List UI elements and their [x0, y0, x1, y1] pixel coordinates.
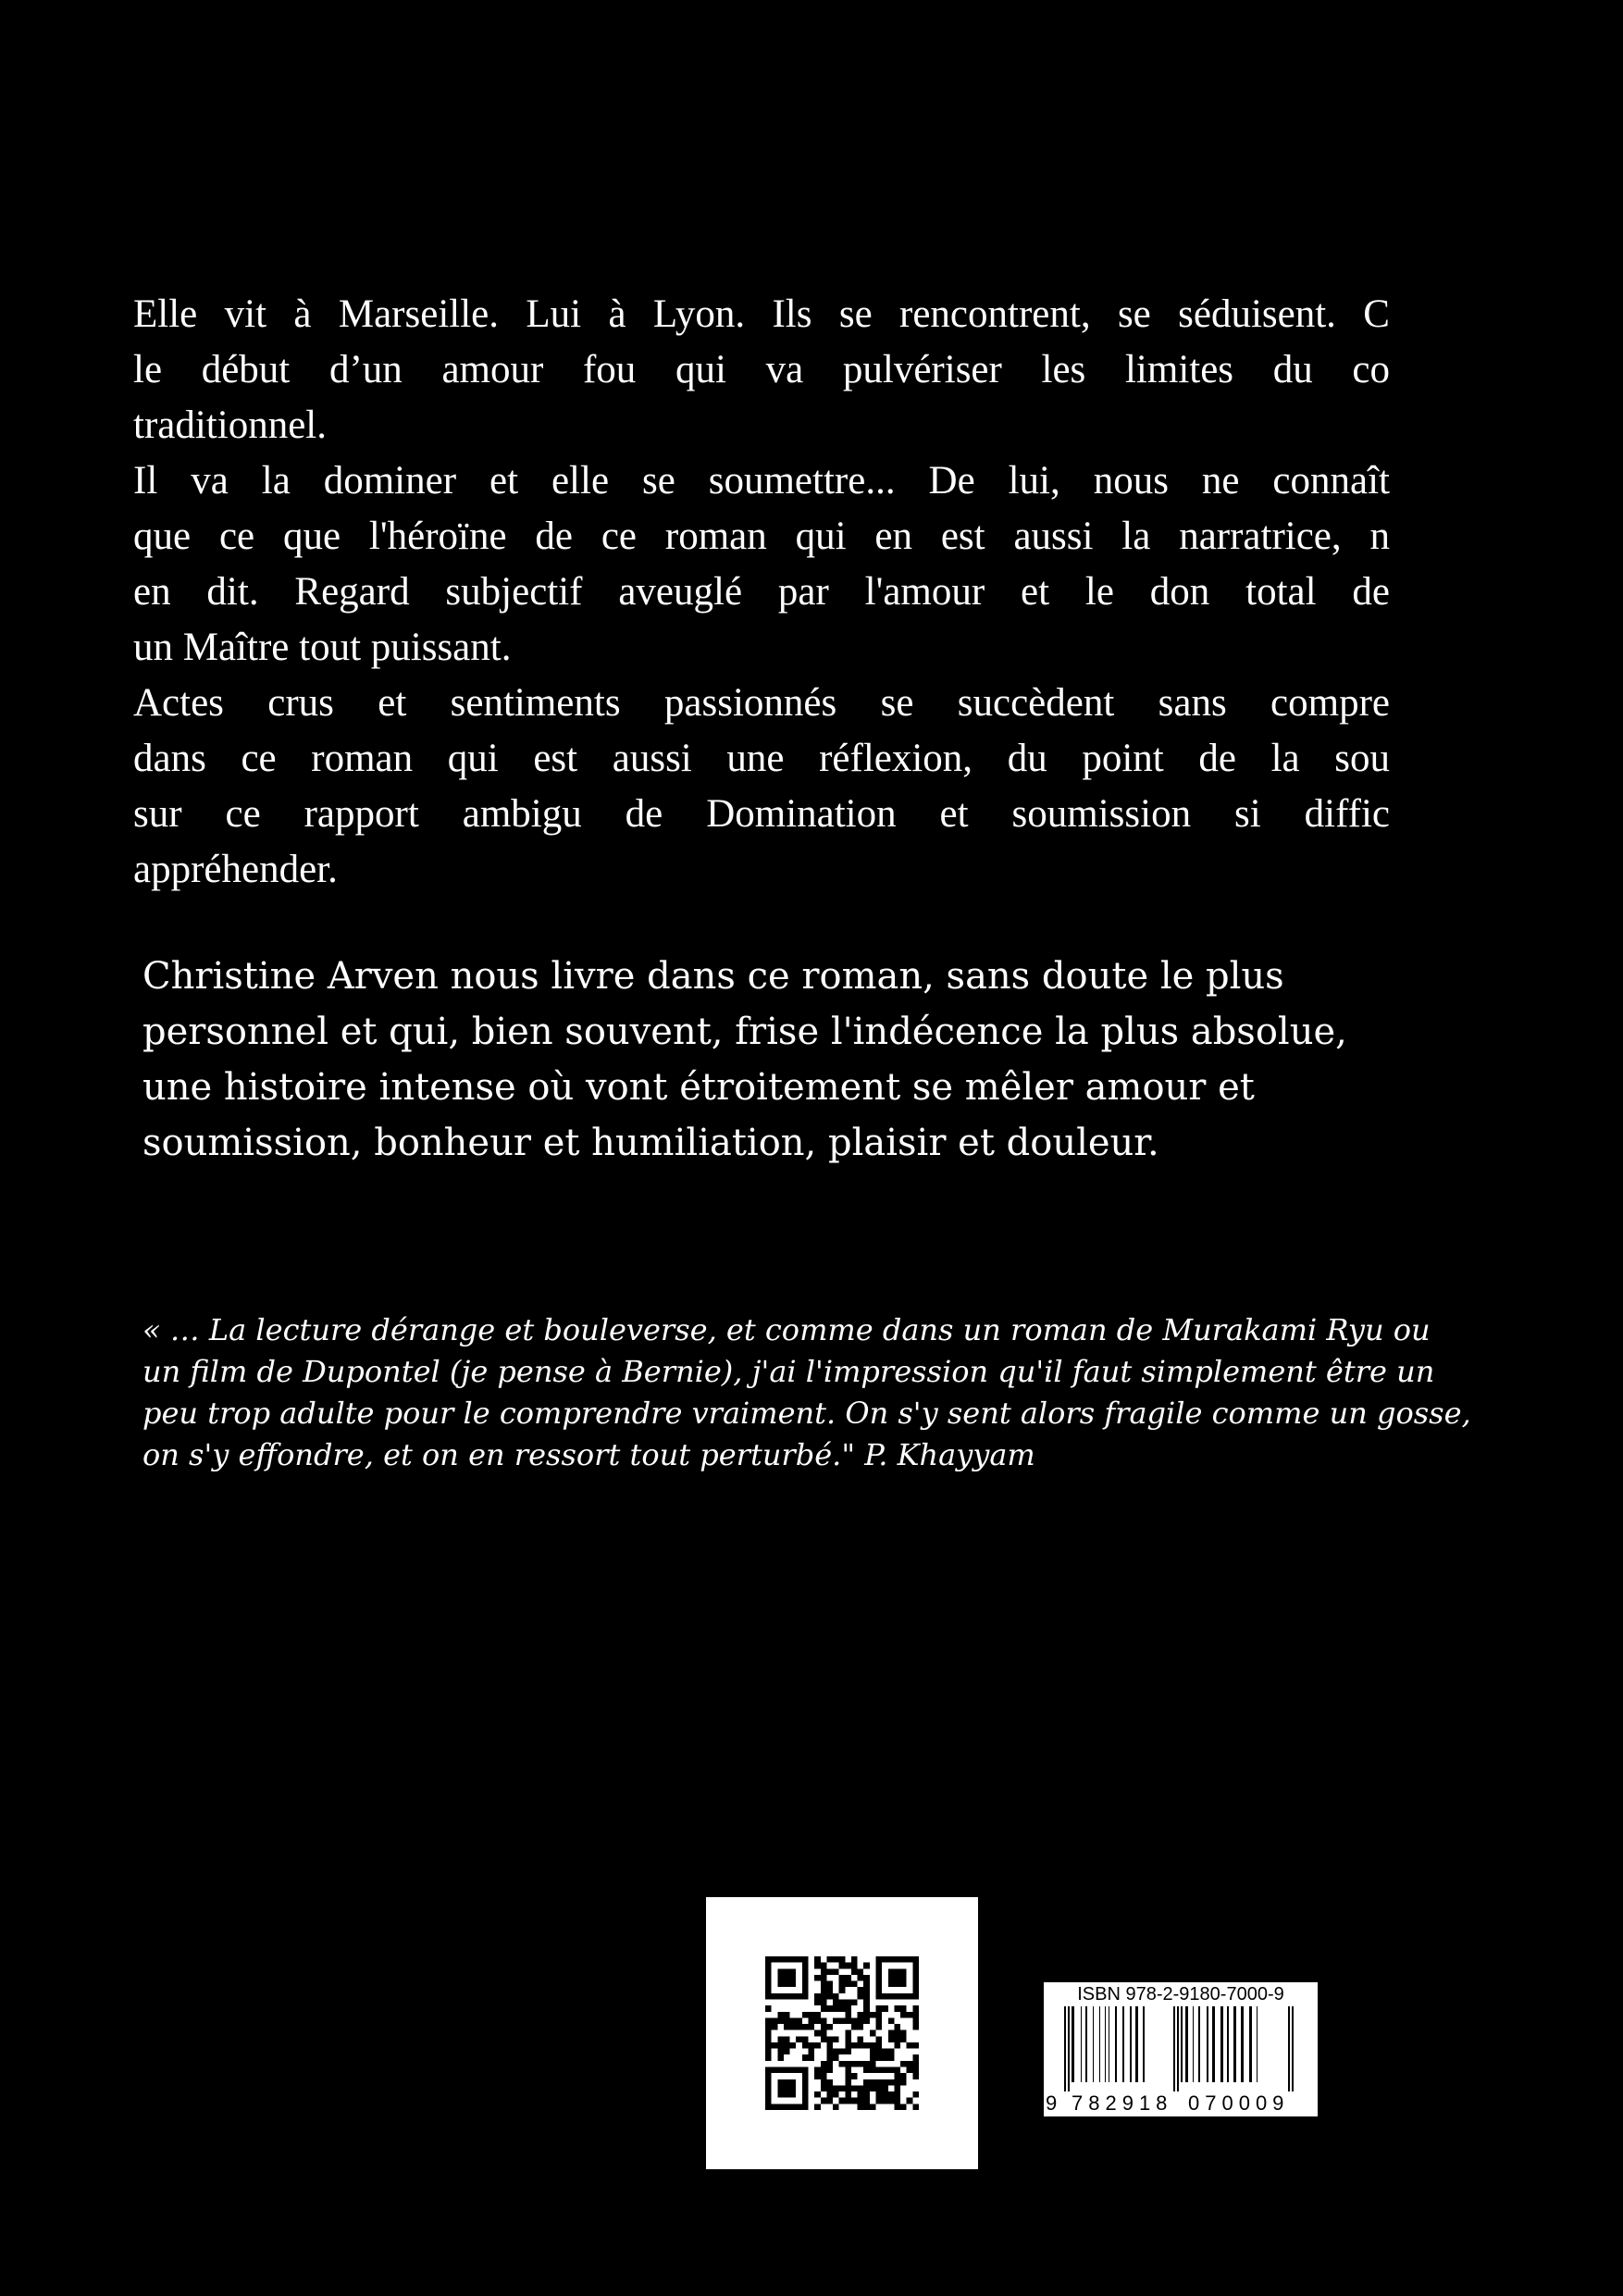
blurb-line: traditionnel. — [133, 403, 327, 447]
qr-code-icon — [765, 1956, 919, 2110]
author-line: une histoire intense où vont étroitement se mêler amour et — [142, 1066, 1255, 1109]
author-line: Christine Arven nous livre dans ce roman, sans doute le plus — [142, 955, 1284, 998]
ean-digits — [1044, 2091, 1318, 2116]
qr-code — [706, 1897, 978, 2169]
ean-left-group: 782918 — [1072, 2091, 1173, 2115]
author-line: personnel et qui, bien souvent, frise l'indécence la plus absolue, — [142, 1011, 1347, 1053]
quote-line: « … La lecture dérange et bouleverse, et comme dans un roman de Murakami Ryu ou — [142, 1312, 1431, 1347]
isbn-label: ISBN 978-2-9180-7000-9 — [1077, 1984, 1284, 2004]
blurb-line: dans ce roman qui est aussi une réflexion, du point de la sou — [133, 737, 1390, 780]
isbn-barcode — [1044, 1982, 1318, 2116]
blurb-line: appréhender. — [133, 848, 338, 891]
blurb-line: un Maître tout puissant. — [133, 626, 512, 669]
ean-first-digit: 9 — [1046, 2091, 1058, 2115]
blurb-line: sur ce rapport ambigu de Domination et soumission si diffic — [133, 792, 1390, 836]
author-paragraph — [142, 949, 1438, 1171]
quote-line: peu trop adulte pour le comprendre vraiment. On s'y sent alors fragile comme un gosse, — [142, 1396, 1471, 1431]
author-line: soumission, bonheur et humiliation, plaisir et douleur. — [142, 1122, 1159, 1164]
review-quote — [142, 1309, 1471, 1476]
blurb-line: le début d’un amour fou qui va pulvériser les limites du co — [133, 348, 1390, 391]
blurb-line: Actes crus et sentiments passionnés se succèdent sans compre — [133, 681, 1390, 725]
blurb-line: Il va la dominer et elle se soumettre... De lui, nous ne connaît — [133, 459, 1390, 503]
blurb-line: Elle vit à Marseille. Lui à Lyon. Ils se rencontrent, se séduisent. C — [133, 292, 1390, 336]
blurb-text — [133, 287, 1390, 898]
blurb-line: que ce que l'héroïne de ce roman qui en est aussi la narratrice, n — [133, 515, 1390, 558]
quote-line: un film de Dupontel (je pense à Bernie), j'ai l'impression qu'il faut simplement être un — [142, 1354, 1435, 1389]
blurb-line: en dit. Regard subjectif aveuglé par l'amour et le don total de — [133, 570, 1390, 614]
ean-right-group: 070009 — [1188, 2091, 1290, 2115]
quote-line: on s'y effondre, et on en ressort tout perturbé." P. Khayyam — [142, 1437, 1035, 1472]
barcode-icon — [1064, 2006, 1297, 2091]
